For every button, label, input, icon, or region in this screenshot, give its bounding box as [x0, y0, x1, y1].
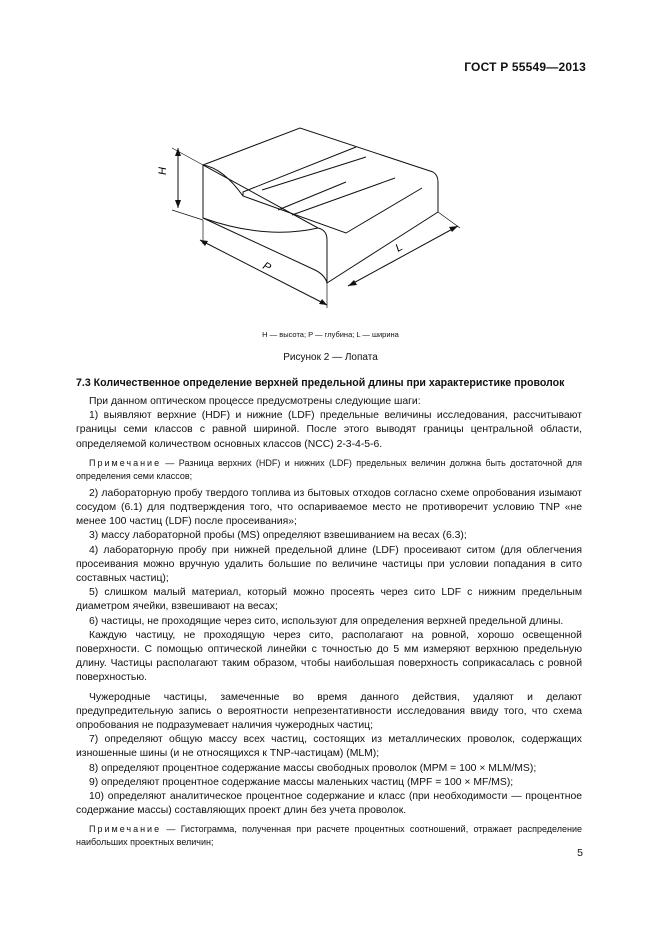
paragraph-each-particle: Каждую частицу, не проходящую через сито, располагают на ровной, хорошо освещенной поверхности. С помощью оптической линейки с точностью до 5 мм измеряют верхнюю предельную длину. Частицы располагают таким образом, чтобы наибольшая поверхность соприкасалась с ровной поверхностью. — [76, 629, 582, 684]
note-1 — [76, 457, 582, 483]
note-1-text: — Разница верхних (HDF) и нижних (LDF) предельных величин должна быть достаточной для определения семи классов; — [76, 457, 582, 481]
step-9: 9) определяют процентное содержание массы маленьких частиц (MPF = 100 × MF/MS); — [89, 776, 514, 788]
page-number: 5 — [577, 847, 583, 859]
document-id: ГОСТ Р 55549—2013 — [464, 60, 586, 74]
section-title: 7.3 Количественное определение верхней предельной длины при характеристике проволок — [76, 377, 565, 389]
note-2 — [76, 823, 582, 849]
shovel-figure — [150, 125, 470, 325]
shovel-inner-edge — [203, 165, 422, 233]
shovel-floor-line-1 — [262, 157, 366, 190]
paragraph-foreign-particles: Чужеродные частицы, замеченные во время данного действия, удаляют и делают предупредительную запись о вероятности непрезентативности исследования ввиду того, что схема опробования не подразумевает наличия чужеродных частиц; — [76, 691, 582, 732]
figure-caption: Рисунок 2 — Лопата — [283, 352, 378, 363]
label-p: P — [260, 260, 273, 275]
step-10: 10) определяют аналитическое процентное содержание и класс (при необходимости — процентное содержание массы) составляющих проект длин без учета проволок. — [76, 791, 582, 817]
note-2-label: Примечание — [89, 824, 162, 835]
note-1-label: Примечание — [89, 457, 162, 468]
shovel-floor-line-2 — [278, 182, 346, 210]
shovel-diagram — [150, 125, 470, 325]
step-5: 5) слишком малый материал, который можно просеять через сито LDF с нижним предельным диаметром ячейки, взвешивают на весах; — [76, 587, 582, 613]
shovel-side-curve — [203, 218, 318, 232]
step-1: 1) выявляют верхние (HDF) и нижние (LDF) предельные величины исследования, рассчитывают границы семи классов с равной шириной. После этого выводят границы центральной области, определяемой количеством основных классов (NCC) 2-3-4-5-6. — [76, 410, 582, 450]
width-dimension-line — [348, 226, 458, 286]
label-h: H — [157, 167, 169, 175]
step-3: 3) массу лабораторной пробы (MS) определяют взвешиванием на весах (6.3); — [89, 530, 467, 542]
figure-legend: H — высота; P — глубина; L — ширина — [262, 330, 399, 339]
label-l: L — [393, 241, 405, 255]
shovel-back-edge — [243, 147, 356, 196]
intro-paragraph: При данном оптическом процессе предусмотрены следующие шаги: — [89, 396, 421, 407]
step-6: 6) частицы, не проходящие через сито, используют для определения верхней предельной длины. — [89, 615, 564, 627]
step-4: 4) лабораторную пробу при нижней предельной длине (LDF) просеивают ситом (для облегчения просеивания можно вручную удалить большие по величине частицы при условии попадания в сито составных частиц); — [76, 544, 582, 585]
section-content — [76, 377, 582, 853]
step-8: 8) определяют процентное содержание массы свободных проволок (MPM = 100 × MLM/MS); — [89, 762, 537, 774]
step-7: 7) определяют общую массу всех частиц, состоящих из металлических проволок, содержащих изношенные шины (и не относящихся к TNP-частицам) (MLM); — [76, 734, 582, 760]
note-2-text: — Гистограмма, полученная при расчете процентных соотношений, отражает распределение наибольших проектных величин; — [76, 824, 582, 848]
depth-dimension-line — [200, 240, 327, 305]
step-2: 2) лабораторную пробу твердого топлива из бытовых отходов согласно схеме опробования изымают сосудом (6.1) для подтверждения того, что оспариваемое место не противоречит условию TNP «не менее 100 частиц (LDF) после просеивания»; — [76, 487, 582, 528]
